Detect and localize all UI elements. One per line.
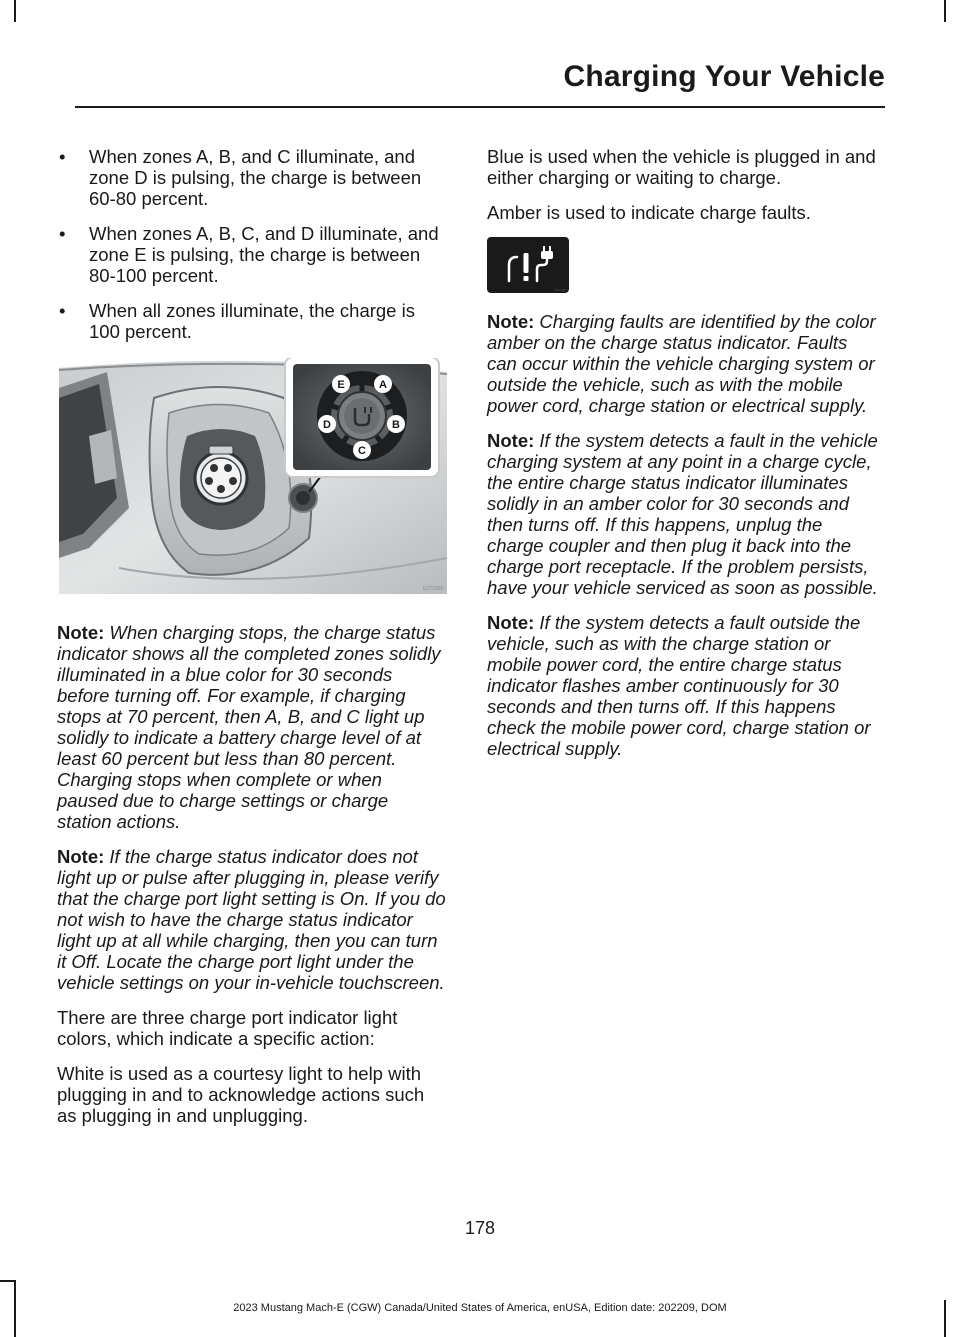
footer-edition-info: 2023 Mustang Mach-E (CGW) Canada/United States of America, enUSA, Edition date: 202209, DOM [233,1302,727,1314]
icon-code: E374287 [554,288,567,292]
note [57,622,447,832]
figure-code: E371089 [422,586,443,592]
note-text: If the system detects a fault in the vehicle charging system at any point in a charge cycle, the entire charge status indicator illuminates solidly in an amber color for 30 seconds and then turns off. If this happens, unplug the charge coupler and then plug it back into the charge port receptacle. If the problem persists, have your vehicle serviced as soon as possible. [487,430,878,598]
crop-mark-bottom-left-h [0,1280,14,1282]
note [487,612,882,759]
note-text: When charging stops, the charge status indicator shows all the completed zones solidly illuminated in a blue color for 30 seconds before turning off. For example, if charging stops at 70 percent, then A, B, and C light up solidly to indicate a battery charge level of at least 60 percent but less than 80 percent. Charging stops when complete or when paused due to charge settings or charge station actions. [57,622,441,832]
bullet-text: When zones A, B, and C illuminate, and zone D is pulsing, the charge is between 60-80 percent. [89,146,422,209]
crop-mark-top-left-v [14,0,16,22]
paragraph: There are three charge port indicator light colors, which indicate a specific action: [57,1007,398,1049]
paragraph: White is used as a courtesy light to help with plugging in and to acknowledge actions such as plugging in and unplugging. [57,1063,425,1126]
charge-port-illustration [59,358,447,594]
bullet-symbol: • [59,146,66,167]
crop-mark-top-right-v [944,0,946,22]
note-label: Note: [487,430,540,451]
zone-label-a: A [379,379,387,391]
note [487,430,882,598]
bullet-item [57,146,447,209]
bullet-symbol: • [59,300,66,321]
note-label: Note: [487,311,540,332]
page-title: Charging Your Vehicle [563,60,885,93]
note-text: If the system detects a fault outside the vehicle, such as with the charge station or mobile power cord, the entire charge status indicator flashes amber continuously for 30 seconds and then turns off. If this happens check the mobile power cord, charge station or electrical supply. [487,612,871,759]
title-rule [75,106,885,108]
bullet-list [57,146,447,342]
note-label: Note: [57,846,110,867]
zone-label-d: D [323,419,331,431]
page-number: 178 [464,1218,496,1238]
zone-label-e: E [337,379,345,391]
right-column [487,146,882,773]
left-column [57,146,447,1140]
bullet-text: When zones A, B, C, and D illuminate, and zone E is pulsing, the charge is between 80-100 percent. [89,223,439,286]
note [487,311,882,416]
note-label: Note: [57,622,110,643]
bullet-symbol: • [59,223,66,244]
paragraph: Blue is used when the vehicle is plugged in and either charging or waiting to charge. [487,146,876,188]
paragraph: Amber is used to indicate charge faults. [487,202,811,223]
bullet-item [57,223,447,286]
bullet-text: When all zones illuminate, the charge is 100 percent. [89,300,415,342]
note-text: Charging faults are identified by the color amber on the charge status indicator. Faults can occur within the vehicle charging system or outside the vehicle, such as with the mobile power cord, charge station or electrical supply. [487,311,876,416]
charge-fault-icon [487,237,569,293]
zone-label-c: C [358,445,366,457]
note-label: Note: [487,612,540,633]
bullet-item [57,300,447,342]
note [57,846,447,993]
note-text: If the charge status indicator does not light up or pulse after plugging in, please verify that the charge port light setting is On. If you do not wish to have the charge status indicator light up at all while charging, then you can turn it Off. Locate the charge port light under the vehicle settings on your in-vehicle touchscreen. [57,846,446,993]
zone-label-b: B [392,419,400,431]
